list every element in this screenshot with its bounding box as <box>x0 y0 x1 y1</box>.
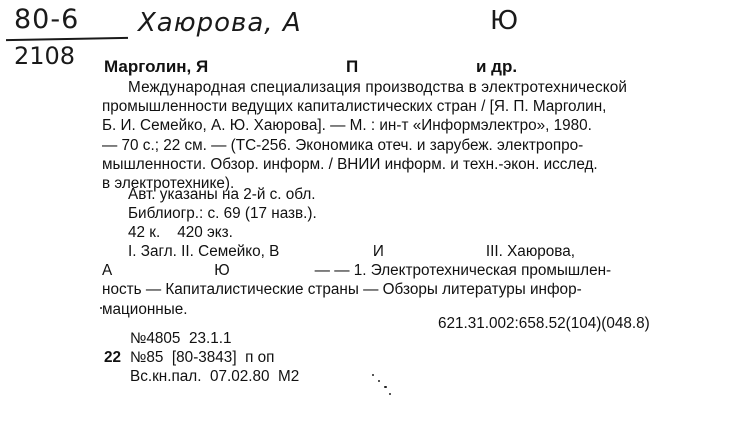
order-prefix: 22 <box>104 349 122 366</box>
description-line: Международная специализация производства в электротехнической <box>128 79 628 96</box>
scan-speck <box>389 393 391 395</box>
card-tracings <box>102 242 702 319</box>
stock-info <box>104 329 300 387</box>
tracing-line: ность — Капиталистические страны — Обзоры литературы инфор- <box>102 281 582 299</box>
shelf-mark-top: 80-6 <box>14 4 80 35</box>
stock-line: Вс.кн.пал. 07.02.80 М2 <box>130 368 300 386</box>
stock-line: №85 [80-3843] п оп <box>130 349 275 367</box>
bibliographic-description <box>102 78 696 193</box>
tracing-line: I. Загл. II. Семейко, В И III. Хаюрова, <box>128 243 576 260</box>
scan-speck <box>384 386 387 388</box>
note-line: Авт. указаны на 2-й с. обл. <box>128 186 316 203</box>
udc-classification: 621.31.002:658.52(104)(048.8) <box>438 315 650 332</box>
description-line: — 70 с.; 22 см. — (ТС-256. Экономика отеч. и зарубеж. электропро- <box>102 136 584 154</box>
scan-speck <box>378 380 380 382</box>
tracing-line: мационные. <box>102 300 188 318</box>
handwritten-initial-note: Ю <box>490 6 519 36</box>
note-line: Библиогр.: с. 69 (17 назв.). <box>128 205 317 223</box>
description-line: мышленности. Обзор. информ. / ВНИИ информ. и техн.-экон. исслед. <box>102 155 598 173</box>
description-line: в электротехнике). <box>102 175 235 193</box>
heading-etal: и др. <box>476 57 518 76</box>
shelf-mark-bottom: 2108 <box>14 42 76 70</box>
card-notes <box>128 185 317 243</box>
scan-speck <box>100 307 102 309</box>
stock-line: №4805 23.1.1 <box>130 330 232 347</box>
description-line: промышленности ведущих капиталистических стран / [Я. П. Марголин, <box>102 98 607 116</box>
heading-initial: П <box>346 57 359 76</box>
shelf-mark-underline <box>6 37 128 41</box>
scan-speck <box>372 374 374 376</box>
handwritten-author-note: Хаюрова, А <box>138 8 302 38</box>
note-line: 42 к. 420 экз. <box>128 224 233 242</box>
card-heading <box>104 57 518 76</box>
heading-surname: Марголин, Я <box>104 57 209 76</box>
tracing-line: А Ю — — 1. Электротехническая промышлен- <box>102 262 612 280</box>
description-line: Б. И. Семейко, А. Ю. Хаюрова]. — М. : ин-т «Информэлектро», 1980. <box>102 117 592 135</box>
